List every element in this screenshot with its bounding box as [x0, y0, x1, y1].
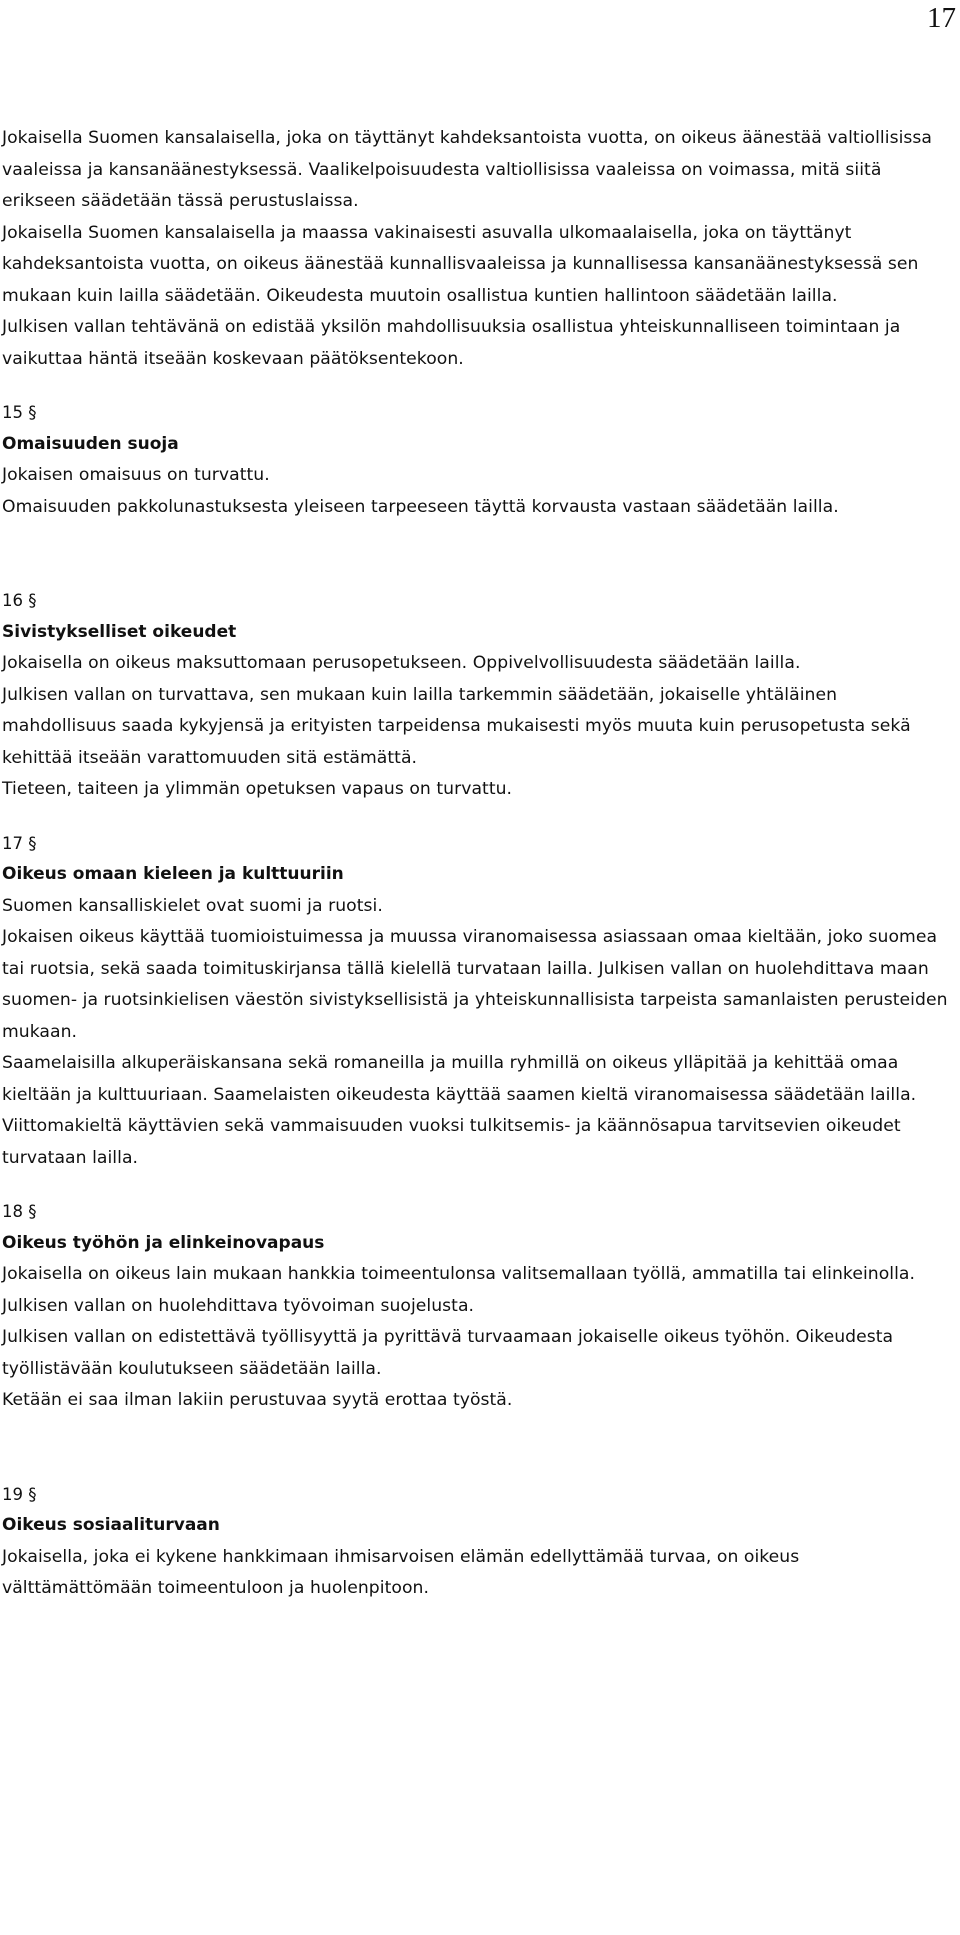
section-number: 17 §: [2, 833, 37, 853]
section-paragraph: Omaisuuden pakkolunastuksesta yleiseen tarpeeseen täyttä korvausta vastaan säädetään lailla.: [2, 496, 839, 517]
section-paragraph: Jokaisen omaisuus on turvattu.: [2, 465, 270, 485]
section-number: 19 §: [2, 1484, 37, 1504]
page-number: 17: [927, 2, 956, 34]
spacer: [2, 806, 950, 828]
section-paragraph: Suomen kansalliskielet ovat suomi ja ruotsi.: [2, 895, 383, 916]
section-paragraph: Jokaisen oikeus käyttää tuomioistuimessa ja muussa viranomaisessa asiassaan omaa kieltään, joko suomea tai ruotsia, sekä saada toimituskirjansa tällä kielellä turvataan lailla. Julkisen vallan on huolehdittava maan suomen- ja ruotsinkielisen väestön sivistyksellisistä ja yhteiskunnallisista tarpeista samanlaisten perusteiden mukaan.: [2, 927, 948, 1042]
spacer: [2, 1417, 950, 1479]
section-title: Sivistykselliset oikeudet: [2, 621, 237, 642]
section-title: Oikeus sosiaaliturvaan: [2, 1515, 220, 1535]
section-paragraph: Jokaisella, joka ei kykene hankkimaan ihmisarvoisen elämän edellyttämää turvaa, on oikeus välttämättömään toimeentuloon ja huolenpitoon.: [2, 1546, 800, 1598]
intro-paragraph: Jokaisella Suomen kansalaisella ja maassa vakinaisesti asuvalla ulkomaalaisella, joka on täyttänyt kahdeksantoista vuotta, on oikeus äänestää kunnallisvaaleissa ja kunnallisessa kansanäänestyksessä sen mukaan kuin lailla säädetään. Oikeudesta muutoin osallistua kuntien hallintoon säädetään lailla.: [2, 222, 919, 306]
section-title: Oikeus työhön ja elinkeinovapaus: [2, 1232, 325, 1253]
spacer: [2, 1174, 950, 1196]
section-paragraph: Saamelaisilla alkuperäiskansana sekä romaneilla ja muilla ryhmillä on oikeus ylläpitää ja kehittää omaa kieltään ja kulttuuriaan. Saamelaisten oikeudesta käyttää saamen kieltä viranomaisessa säädetään lailla. Viittomakieltä käyttävien sekä vammaisuuden vuoksi tulkitsemis- ja käännösapua tarvitsevien oikeudet turvataan lailla.: [2, 1053, 917, 1168]
section-number: 18 §: [2, 1202, 37, 1221]
section-paragraph: Julkisen vallan on edistettävä työllisyyttä ja pyrittävä turvaamaan jokaiselle oikeus työhön. Oikeudesta työllistävään koulutukseen säädetään lailla.: [2, 1327, 894, 1379]
section-title: Oikeus omaan kieleen ja kulttuuriin: [2, 864, 344, 884]
section-number: 15 §: [2, 403, 37, 422]
intro-paragraph: Julkisen vallan tehtävänä on edistää yksilön mahdollisuuksia osallistua yhteiskunnalliseen toimintaan ja vaikuttaa häntä itseään koskevaan päätöksentekoon.: [2, 317, 901, 369]
spacer: [2, 375, 950, 397]
section-17: [2, 828, 950, 1175]
section-16: [2, 585, 950, 806]
section-paragraph: Jokaisella on oikeus maksuttomaan perusopetukseen. Oppivelvollisuudesta säädetään lailla.: [2, 653, 801, 673]
section-number: 16 §: [2, 591, 37, 610]
spacer: [2, 523, 950, 585]
section-18: [2, 1196, 950, 1417]
section-title: Omaisuuden suoja: [2, 433, 179, 454]
section-19: [2, 1479, 950, 1605]
document-body: [2, 123, 950, 1605]
section-paragraph: Tieteen, taiteen ja ylimmän opetuksen vapaus on turvattu.: [2, 779, 513, 799]
intro-paragraph: Jokaisella Suomen kansalaisella, joka on täyttänyt kahdeksantoista vuotta, on oikeus äänestää valtiollisissa vaaleissa ja kansanäänestyksessä. Vaalikelpoisuudesta valtiollisissa vaaleissa on voimassa, mitä siitä erikseen säädetään tässä perustuslaissa.: [2, 128, 933, 211]
section-paragraph: Julkisen vallan on turvattava, sen mukaan kuin lailla tarkemmin säädetään, jokaiselle yhtäläinen mahdollisuus saada kykyjensä ja erityisten tarpeidensa mukaisesti myös muuta kuin perusopetusta sekä kehittää itseään varattomuuden sitä estämättä.: [2, 684, 911, 768]
section-15: [2, 397, 950, 523]
section-paragraph: Ketään ei saa ilman lakiin perustuvaa syytä erottaa työstä.: [2, 1390, 513, 1410]
section-paragraph: Jokaisella on oikeus lain mukaan hankkia toimeentulonsa valitsemallaan työllä, ammatilla tai elinkeinolla. Julkisen vallan on huolehdittava työvoiman suojelusta.: [2, 1264, 916, 1316]
